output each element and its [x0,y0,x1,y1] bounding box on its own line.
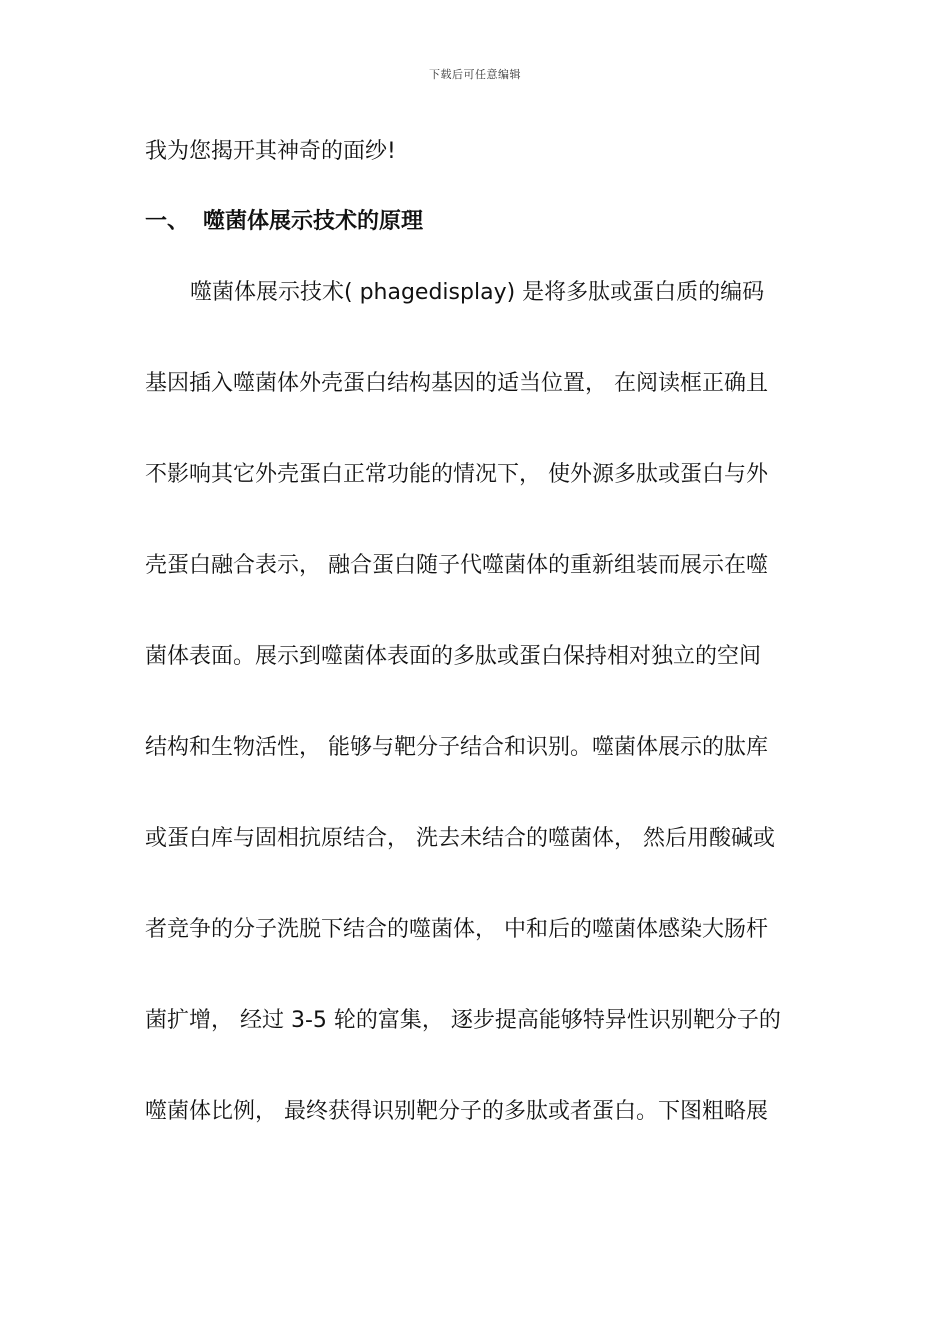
paragraph-line: 菌扩增， 经过 3-5 轮的富集， 逐步提高能够特异性识别靶分子的 [145,1008,781,1033]
paragraph-line: 者竞争的分子洗脱下结合的噬菌体， 中和后的噬菌体感染大肠杆 [145,917,768,942]
paragraph-line: 结构和生物活性， 能够与靶分子结合和识别。噬菌体展示的肽库 [145,735,768,760]
intro-line: 我为您揭开其神奇的面纱! [145,139,396,164]
paragraph-line: 基因插入噬菌体外壳蛋白结构基因的适当位置， 在阅读框正确且 [145,371,768,396]
paragraph-line: 壳蛋白融合表示， 融合蛋白随子代噬菌体的重新组装而展示在噬 [145,553,768,578]
paragraph-line: 或蛋白库与固相抗原结合， 洗去未结合的噬菌体， 然后用酸碱或 [145,826,775,851]
section-title: 噬菌体展示技术的原理 [203,209,424,234]
paragraph-line: 噬菌体展示技术( phagedisplay) 是将多肽或蛋白质的编码 [190,280,765,305]
page-header: 下载后可任意编辑 [429,68,521,81]
paragraph-line: 噬菌体比例， 最终获得识别靶分子的多肽或者蛋白。下图粗略展 [145,1099,768,1124]
paragraph-line: 不影响其它外壳蛋白正常功能的情况下， 使外源多肽或蛋白与外 [145,462,768,487]
paragraph-line: 菌体表面。展示到噬菌体表面的多肽或蛋白保持相对独立的空间 [145,644,762,669]
section-heading [145,207,423,237]
section-number: 一、 [145,209,190,234]
